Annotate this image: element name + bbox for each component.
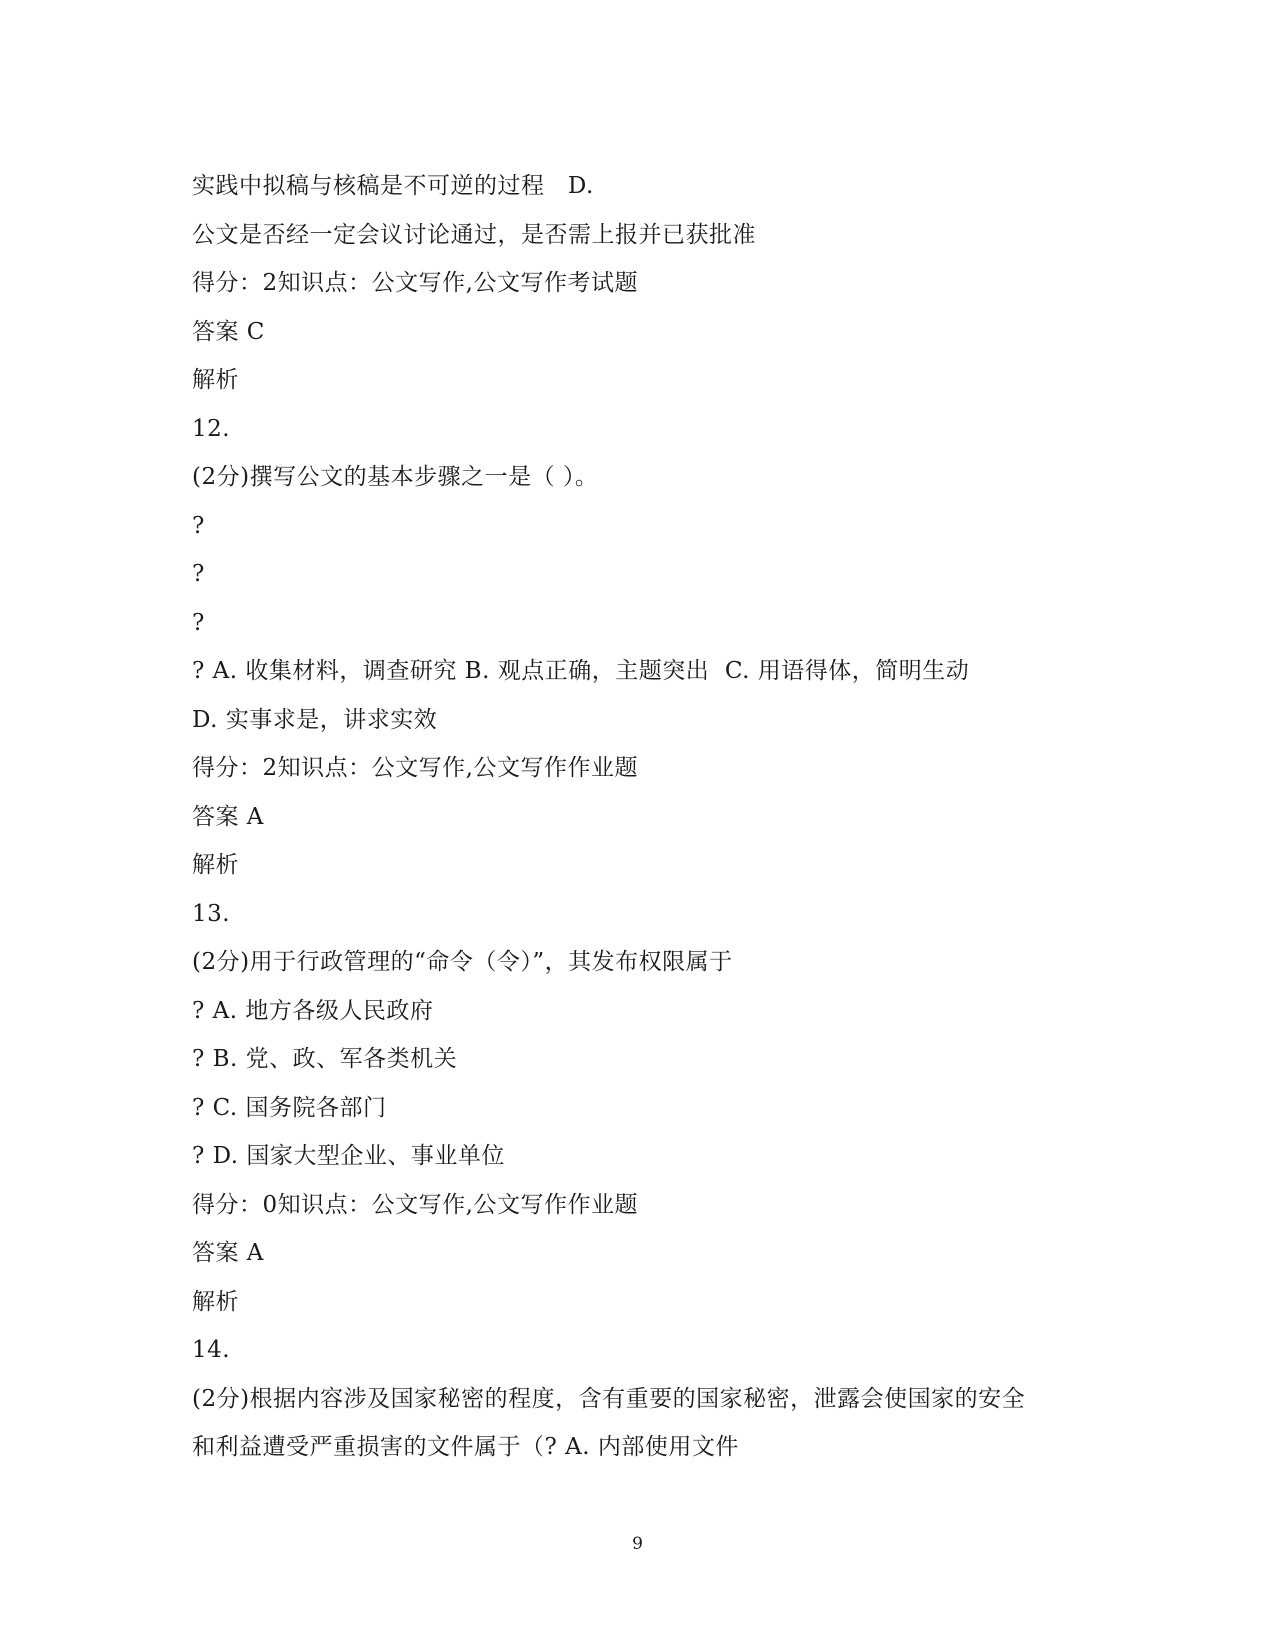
option-c: ? C. 国务院各部门 (192, 1094, 387, 1121)
answer-line: 答案 C (192, 318, 265, 345)
option-a: ? A. 地方各级人民政府 (192, 997, 434, 1024)
score-line: 得分：2知识点：公文写作,公文写作作业题 (192, 755, 638, 781)
analysis-label: 解析 (192, 367, 239, 393)
options-line: ? A. 收集材料，调查研究 B. 观点正确，主题突出 C. 用语得体，简明生动 (192, 658, 970, 684)
score-line: 得分：2知识点：公文写作,公文写作考试题 (192, 270, 638, 296)
question-number: 14. (192, 1337, 231, 1363)
analysis-label: 解析 (192, 1288, 239, 1315)
text-line: 实践中拟稿与核稿是不可逆的过程 D. (192, 173, 594, 199)
text-line: 公文是否经一定会议讨论通过，是否需上报并已获批准 (192, 221, 756, 248)
options-line: D. 实事求是，讲求实效 (192, 706, 438, 733)
option-placeholder: ? (192, 512, 205, 539)
page-content (192, 162, 1092, 1472)
page-number: 9 (632, 1534, 643, 1554)
answer-line: 答案 A (192, 1240, 264, 1266)
analysis-label: 解析 (192, 852, 239, 878)
question-number: 12. (192, 415, 231, 442)
question-number: 13. (192, 900, 231, 927)
question-text: (2分)根据内容涉及国家秘密的程度，含有重要的国家秘密，泄露会使国家的安全 (192, 1385, 1026, 1412)
answer-line: 答案 A (192, 803, 264, 830)
question-text: (2分)用于行政管理的“命令（令）”，其发布权限属于 (192, 949, 733, 975)
option-b: ? B. 党、政、军各类机关 (192, 1046, 458, 1072)
option-placeholder: ? (192, 609, 205, 636)
score-line: 得分：0知识点：公文写作,公文写作作业题 (192, 1191, 638, 1218)
option-placeholder: ? (192, 561, 205, 587)
option-d: ? D. 国家大型企业、事业单位 (192, 1143, 505, 1169)
question-text: (2分)撰写公文的基本步骤之一是（ ）。 (192, 464, 599, 490)
question-text: 和利益遭受严重损害的文件属于（? A. 内部使用文件 (192, 1434, 739, 1460)
